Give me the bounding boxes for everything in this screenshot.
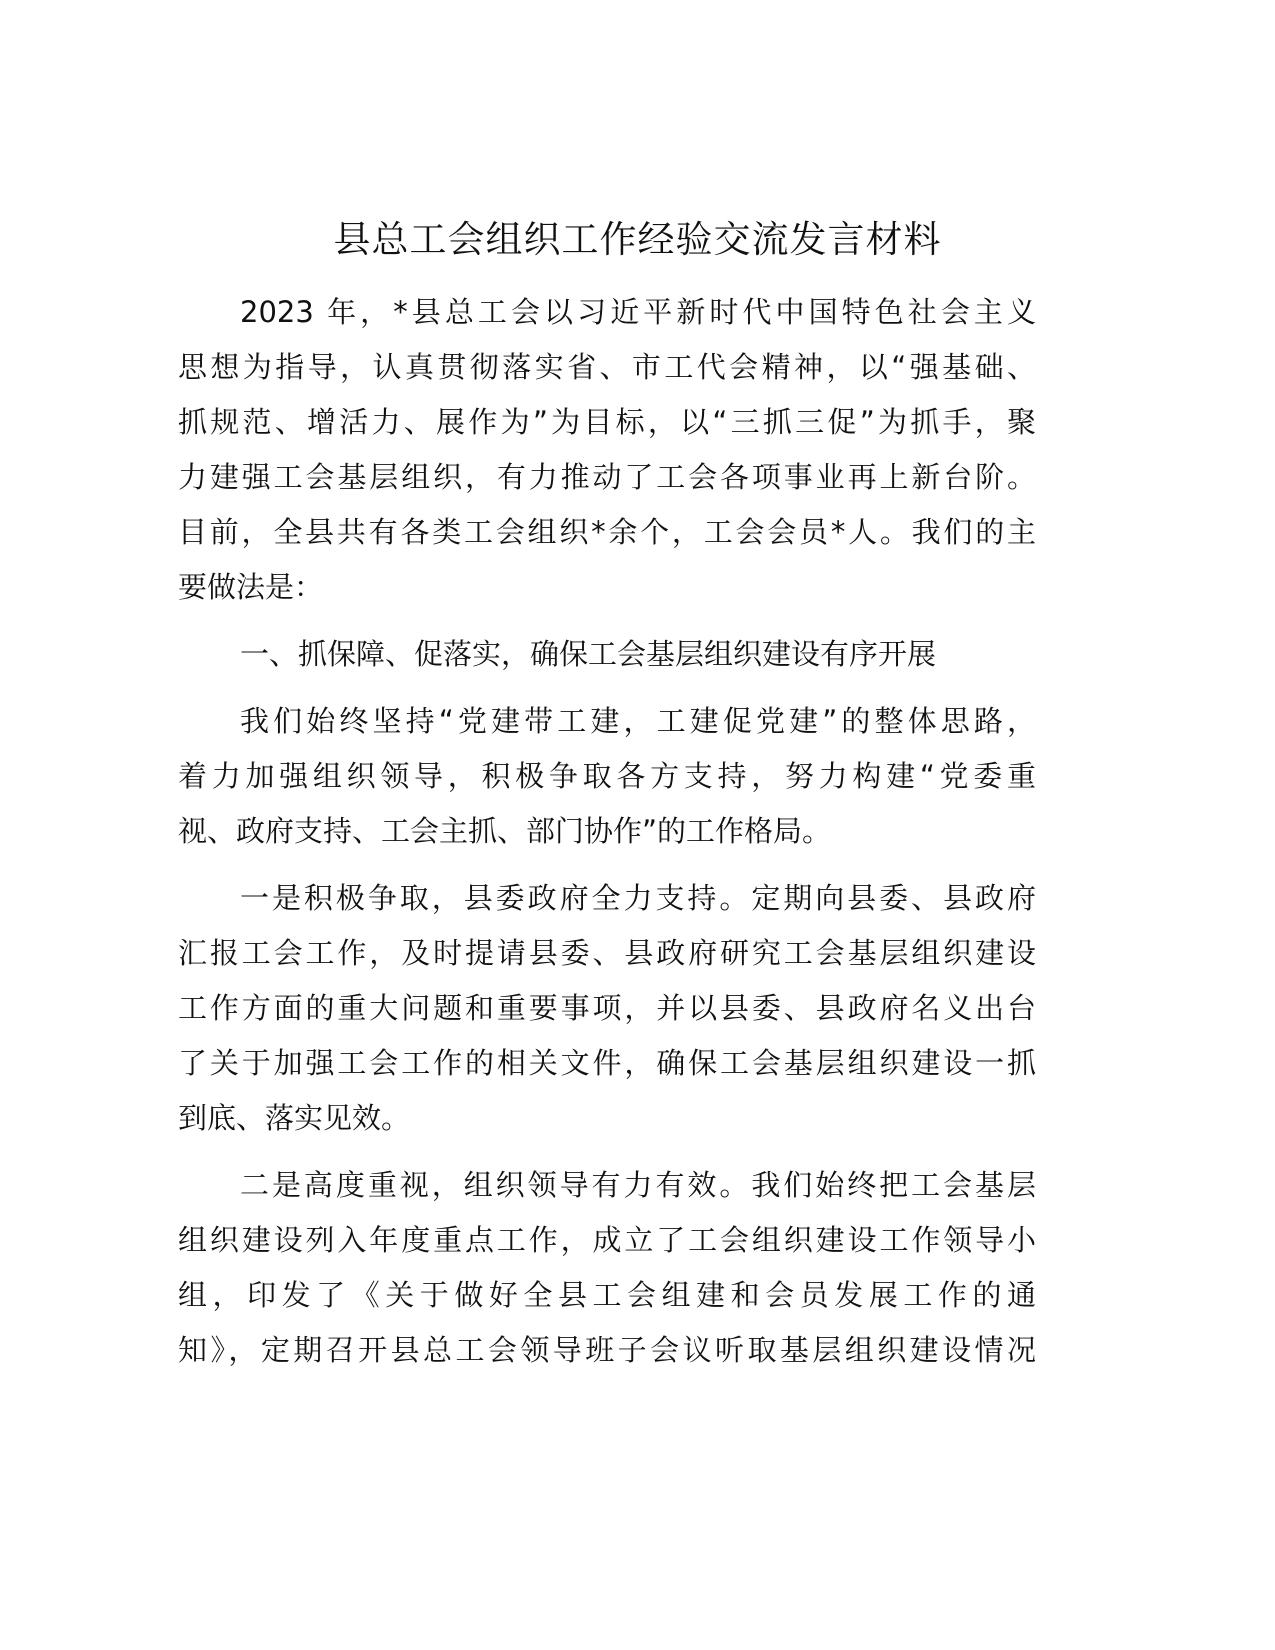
text-line: 思想为指导，认真贯彻落实省、市工代会精神，以“强基础、 <box>178 350 1036 384</box>
text-line: 视、政府支持、工会主抓、部门协作”的工作格局。 <box>178 814 832 848</box>
text-line: 工作方面的重大问题和重要事项，并以县委、县政府名义出台 <box>178 991 1036 1025</box>
text-line: 我们始终坚持“党建带工建，工建促党建”的整体思路， <box>240 704 1036 738</box>
text-line: 汇报工会工作，及时提请县委、县政府研究工会基层组织建设 <box>178 936 1036 970</box>
paragraph <box>178 871 1036 1146</box>
paragraph <box>178 1158 1036 1378</box>
paragraph <box>178 285 1036 615</box>
text-line: 抓规范、增活力、展作为”为目标，以“三抓三促”为抓手，聚 <box>178 405 1036 439</box>
text-line: 2023 年，*县总工会以习近平新时代中国特色社会主义 <box>240 295 1036 329</box>
text-line: 到底、落实见效。 <box>178 1101 411 1135</box>
text-line: 二是高度重视，组织领导有力有效。我们始终把工会基层 <box>240 1168 1036 1202</box>
text-line: 了关于加强工会工作的相关文件，确保工会基层组织建设一抓 <box>178 1046 1036 1080</box>
document-body <box>178 285 1036 1390</box>
text-line: 知》，定期召开县总工会领导班子会议听取基层组织建设情况 <box>178 1333 1036 1367</box>
text-line: 组织建设列入年度重点工作，成立了工会组织建设工作领导小 <box>178 1223 1036 1257</box>
text-line: 目前，全县共有各类工会组织*余个，工会会员*人。我们的主 <box>178 515 1036 549</box>
text-line: 力建强工会基层组织，有力推动了工会各项事业再上新台阶。 <box>178 460 1036 494</box>
text-line: 一是积极争取，县委政府全力支持。定期向县委、县政府 <box>240 881 1036 915</box>
text-line: 一、抓保障、促落实，确保工会基层组织建设有序开展 <box>240 637 937 671</box>
text-line: 着力加强组织领导，积极争取各方支持，努力构建“党委重 <box>178 759 1036 793</box>
text-line: 组，印发了《关于做好全县工会组建和会员发展工作的通 <box>178 1278 1036 1312</box>
paragraph <box>178 694 1036 859</box>
section-heading <box>178 627 1036 682</box>
document-title: 县总工会组织工作经验交流发言材料 <box>333 218 942 261</box>
text-line: 要做法是： <box>178 570 324 604</box>
